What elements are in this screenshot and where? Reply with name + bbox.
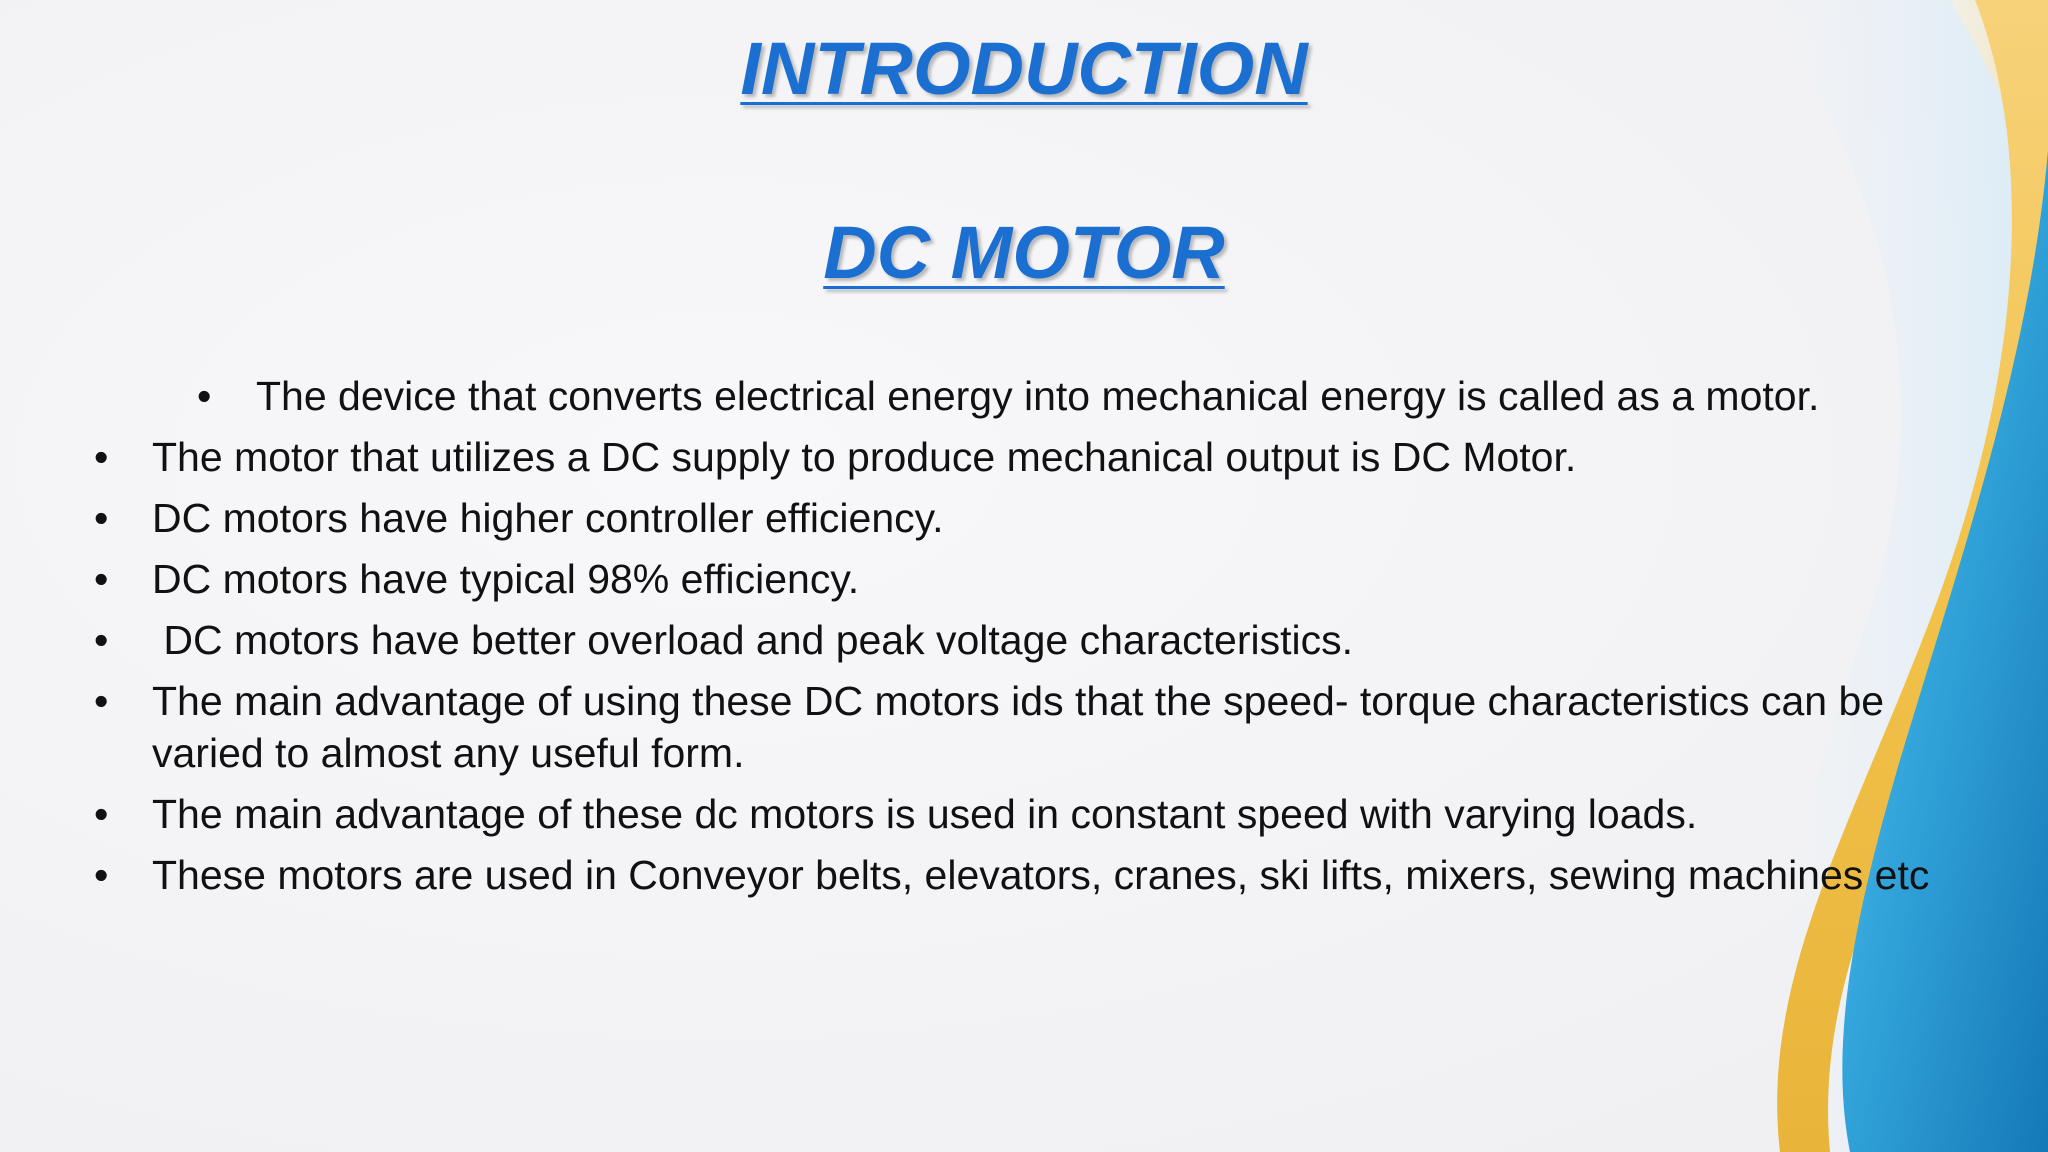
- bullet-text: The main advantage of these dc motors is used in constant speed with varying loads.: [152, 791, 1698, 837]
- bullet-text: The motor that utilizes a DC supply to produce mechanical output is DC Motor.: [152, 434, 1577, 480]
- bullet-glyph: •: [94, 495, 109, 541]
- bullet-text: The device that converts electrical energy into mechanical energy is called as a motor.: [256, 373, 1820, 419]
- bullet-glyph: •: [94, 678, 109, 724]
- bullet-glyph: •: [94, 556, 109, 602]
- list-item: [0, 370, 2048, 422]
- bullet-text: The main advantage of using these DC motors ids that the speed- torque characteristics can be varied to almost any useful form.: [152, 678, 1885, 776]
- bullet-glyph: •: [94, 434, 109, 480]
- slide-title: INTRODUCTION: [740, 27, 1308, 110]
- bullet-glyph: •: [94, 852, 109, 898]
- bullet-text: DC motors have better overload and peak voltage characteristics.: [152, 617, 1354, 663]
- bullet-text: DC motors have typical 98% efficiency.: [152, 556, 860, 602]
- list-item: [0, 492, 2048, 544]
- list-item: [0, 614, 2048, 666]
- list-item: [0, 788, 2048, 840]
- bullet-text: These motors are used in Conveyor belts, elevators, cranes, ski lifts, mixers, sewing machines etc: [152, 852, 1930, 898]
- list-item: [0, 675, 2048, 779]
- list-item: [0, 431, 2048, 483]
- list-item: [0, 553, 2048, 605]
- list-item: [0, 849, 2048, 901]
- bullet-list: [0, 370, 2048, 910]
- bullet-glyph: •: [94, 791, 109, 837]
- bullet-glyph: •: [197, 373, 212, 419]
- slide-subtitle: DC MOTOR: [823, 211, 1225, 294]
- bullet-text: DC motors have higher controller efficiency.: [152, 495, 944, 541]
- bullet-glyph: •: [94, 617, 109, 663]
